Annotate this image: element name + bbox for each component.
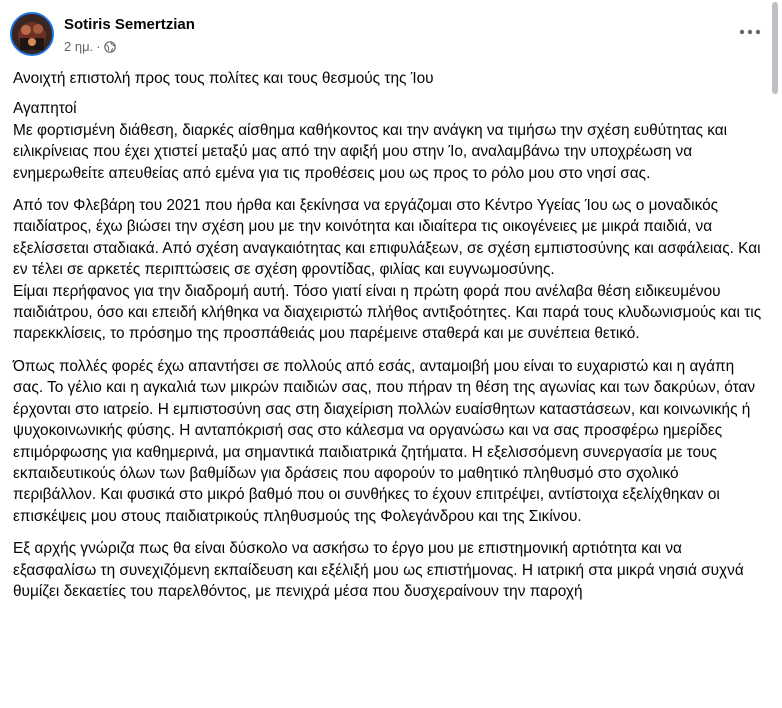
post-paragraph: Όπως πολλές φορές έχω απαντήσει σε πολλούς από εσάς, ανταμοιβή μου είναι το ευχαριστώ και η αγάπη σας. Το γέλιο και η αγκαλιά των μικρών παιδιών σας, που πήραν τη θέση της αγωνίας και των δακρύων, όταν έρχονται στο ιατρείο. Η εμπιστοσύνη σας στη διαχείριση πολλών ευαίσθητων καταστάσεων, και κοινωνικής ή ψυχοκοινωνικής φύσης. Η ανταπόκρισή σας στο κάλεσμα να οργανώσω και να σας προσφέρω ημερίδες επιμόρφωσης για καθημερινά, μα σημαντικά παιδιατρικά ζητήματα. Η εξελισσόμενη συνεργασία με τους εκπαιδευτικούς όλων των βαθμίδων για δράσεις που αφορούν το μαθητικό πληθυσμό στο σχολικό περιβάλλον. Και φυσικά στο μικρό βαθμό που οι συνθήκες το έχουν επιτρέψει, αντίστοιχα εξελίχθηκαν οι επισκέψεις μου στους παιδιατρικούς πληθυσμούς της Φολεγάνδρου και της Σικίνου. bbox=[13, 357, 756, 525]
post-header bbox=[10, 12, 765, 58]
post-paragraph: Με φορτισμένη διάθεση, διαρκές αίσθημα καθήκοντος και την ανάγκη να τιμήσω την σχέση ευθύτητας και ειλικρίνειας που έχει χτιστεί μεταξύ μας από την αφιξή μου στην Ίο, αναλαμβάνω την υποχρέωση να ενημερωθείτε απευθείας από εμένα για τις προθέσεις μου ως προς το ρόλο μου στο νησί σας. bbox=[13, 121, 728, 182]
post-meta bbox=[64, 39, 116, 54]
post-body bbox=[13, 68, 765, 602]
author-name[interactable]: Sotiris Semertzian bbox=[64, 16, 195, 33]
post-paragraph: Είμαι περήφανος για την διαδρομή αυτή. Τόσο γιατί είναι η πρώτη φορά που ανέλαβα θέση ειδικευμένου παιδιάτρου, όσο και επειδή κλήθηκα να διαχειριστώ πλήθος αντιξοότητες. Και παρά τους κλυδωνισμούς και τις παρεκκλίσεις, το πρόσημο της προσπάθειάς μου παρέμεινε σταθερά και με συνέπεια θετικό. bbox=[13, 282, 762, 343]
more-options-icon bbox=[739, 29, 761, 35]
meta-separator: · bbox=[96, 39, 101, 54]
post-paragraph: Από τον Φλεβάρη του 2021 που ήρθα και ξεκίνησα να εργάζομαι στο Κέντρο Υγείας Ίου ως ο μοναδικός παιδίατρος, έχω βιώσει την σχέση μου με την κοινότητα και ιδιαίτερα τις οικογένειες με μικρά παιδιά, να εξελίσσεται σταδιακά. Από σχέση αναγκαιότητας και επιφυλάξεων, σε σχέση εμπιστοσύνης και ασφάλειας. Και εν τέλει σε αρκετές περιπτώσεις σε σχέση φροντίδας, φιλίας και ευγνωμοσύνης. bbox=[13, 197, 761, 279]
scrollbar[interactable] bbox=[768, 0, 782, 708]
more-options-button[interactable] bbox=[735, 20, 765, 44]
avatar[interactable] bbox=[10, 12, 54, 56]
post-paragraph: Εξ αρχής γνώριζα πως θα είναι δύσκολο να ασκήσω το έργο μου με επιστημονική αρτιότητα και να εξασφαλίσω τη συνεχιζόμενη εκπαίδευση και εξέλιξή μου ως επιστήμονας. Η ιατρική στα μικρά νησιά συχνά θυμίζει δεκαετίες του παρελθόντος, με πενιχρά μέσα που δυσχεραίνουν την παροχή bbox=[13, 540, 744, 600]
post-title: Ανοιχτή επιστολή προς τους πολίτες και τους θεσμούς της Ίου bbox=[13, 70, 434, 87]
avatar-photo bbox=[12, 14, 52, 54]
post-timestamp[interactable]: 2 ημ. bbox=[64, 39, 94, 54]
scrollbar-thumb[interactable] bbox=[772, 2, 778, 94]
post-salutation: Αγαπητοί bbox=[13, 100, 77, 118]
globe-icon[interactable] bbox=[104, 41, 116, 53]
